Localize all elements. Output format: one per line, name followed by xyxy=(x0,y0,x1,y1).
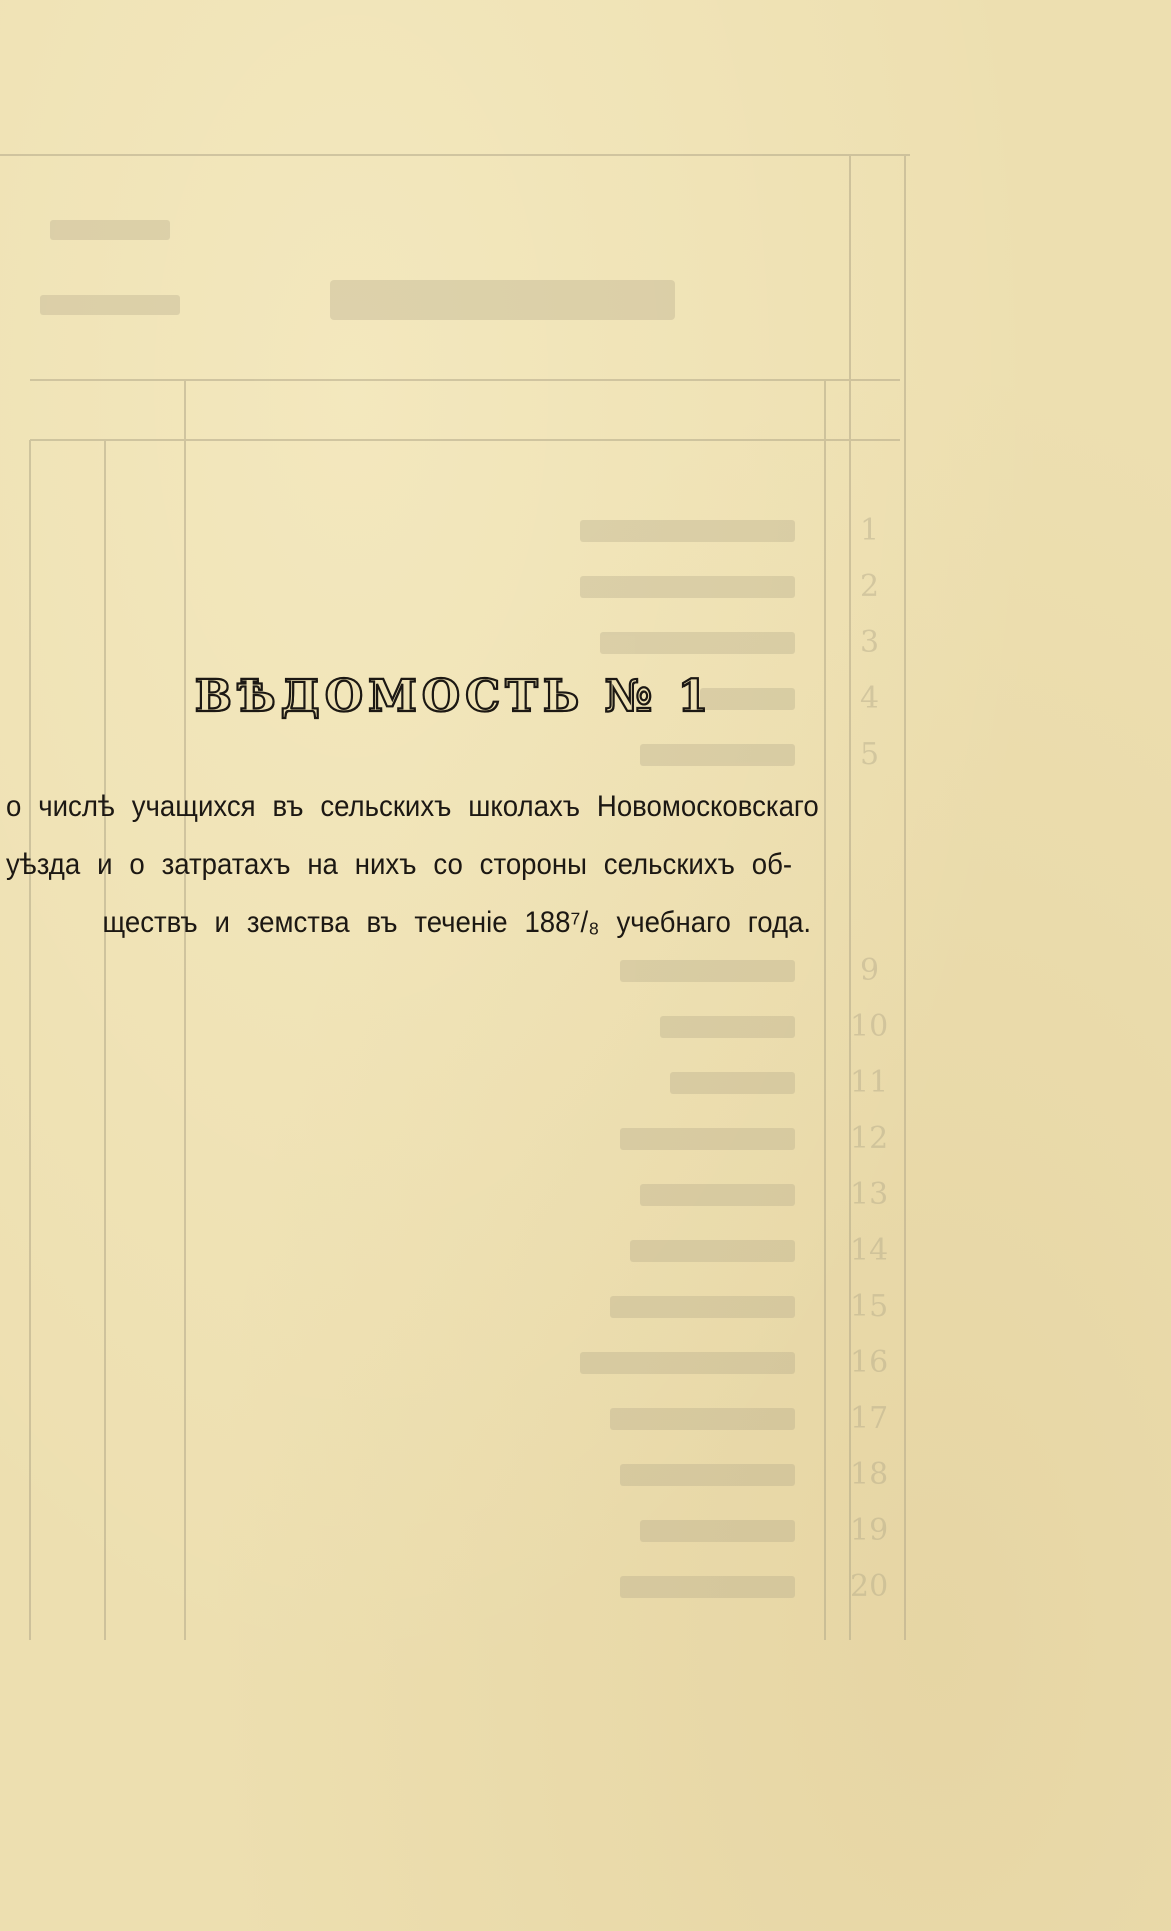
svg-text:12: 12 xyxy=(850,1121,889,1156)
svg-text:3: 3 xyxy=(860,625,880,660)
svg-text:2: 2 xyxy=(860,569,880,604)
svg-text:19: 19 xyxy=(850,1513,889,1548)
svg-text:17: 17 xyxy=(850,1401,889,1436)
subtitle-line-2: уѣзда и о затратахъ на нихъ со стороны сельскихъ об- xyxy=(6,848,793,881)
svg-text:14: 14 xyxy=(850,1233,889,1268)
statement-subtitle xyxy=(6,778,836,952)
statement-title: ВѢДОМОСТЬ № 1 xyxy=(194,671,714,722)
svg-text:15: 15 xyxy=(850,1289,889,1324)
svg-text:4: 4 xyxy=(860,681,880,716)
svg-text:16: 16 xyxy=(850,1345,889,1380)
svg-text:20: 20 xyxy=(850,1569,889,1604)
svg-text:1: 1 xyxy=(860,513,880,548)
svg-text:5: 5 xyxy=(860,737,880,772)
svg-text:13: 13 xyxy=(850,1177,889,1212)
svg-text:9: 9 xyxy=(860,953,880,988)
svg-text:11: 11 xyxy=(850,1065,889,1100)
subtitle-line-3: ществъ и земства въ теченіе 188⁷/₈ учебнаго года. xyxy=(102,906,812,939)
svg-text:18: 18 xyxy=(850,1457,889,1492)
subtitle-line-1: о числѣ учащихся въ сельскихъ школахъ Новомосковскаго xyxy=(6,790,819,823)
svg-text:10: 10 xyxy=(850,1009,889,1044)
